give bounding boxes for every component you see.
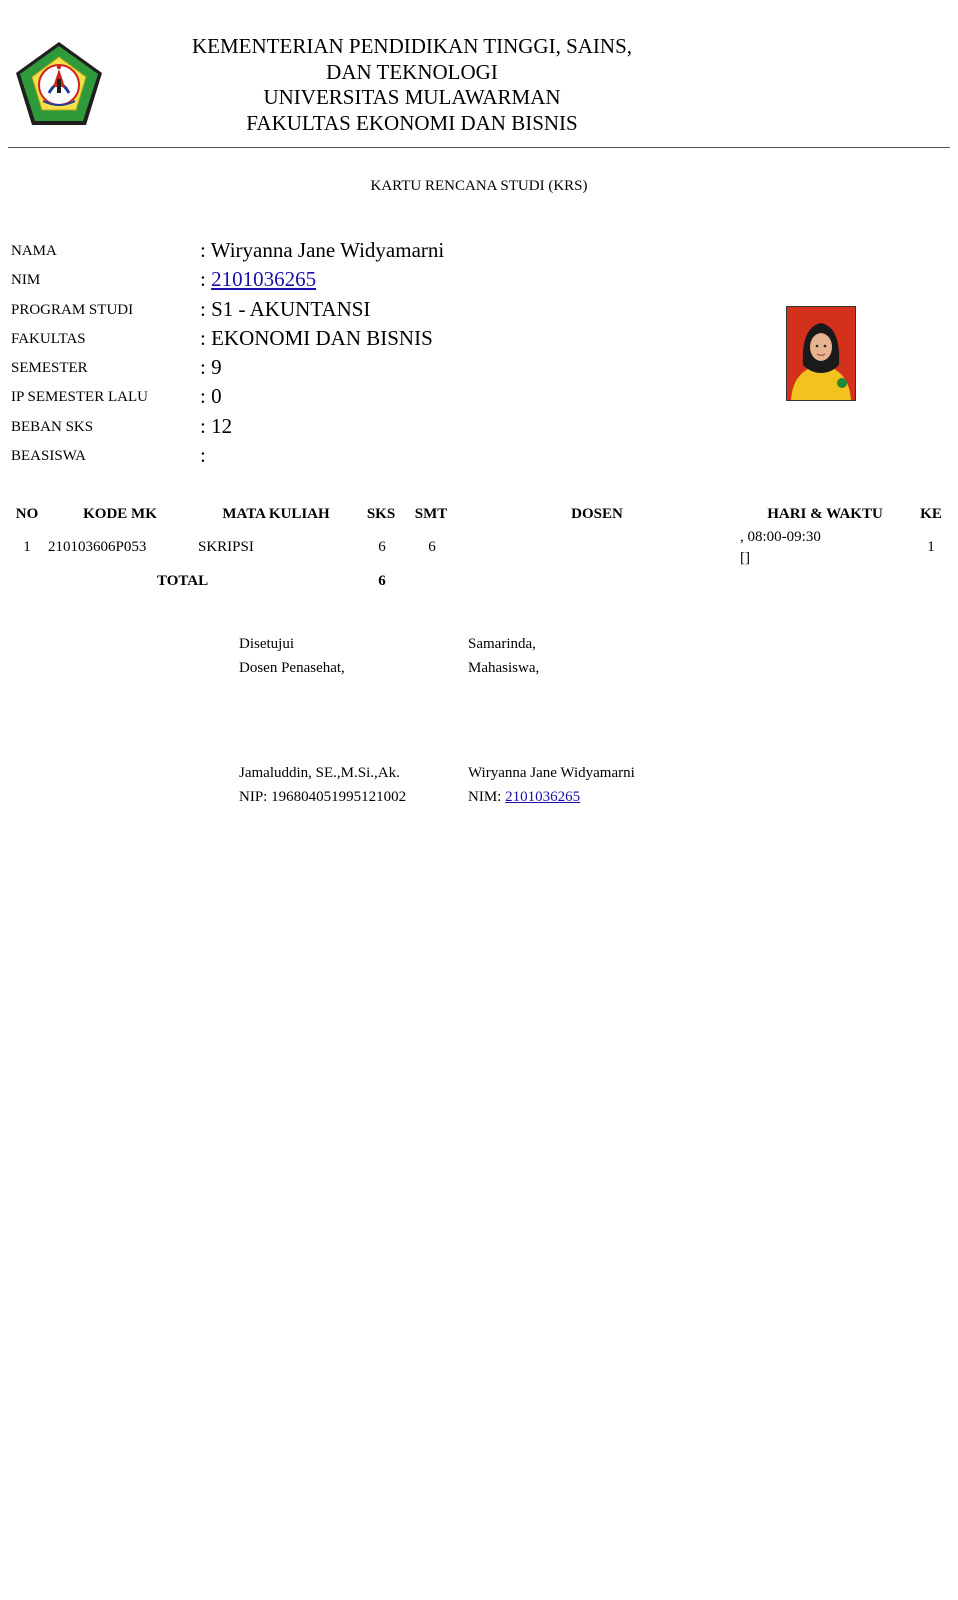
advisor-nip: NIP: 196804051995121002 [239, 788, 407, 805]
col-header-kode-mk: KODE MK [83, 506, 157, 522]
col-header-dosen: DOSEN [571, 506, 623, 522]
info-label: BEBAN SKS [11, 418, 94, 435]
info-value-program: : S1 - AKUNTANSI [200, 296, 371, 321]
col-header-ke: KE [920, 506, 942, 522]
info-label: SEMESTER [11, 360, 88, 377]
info-label: FAKULTAS [11, 330, 86, 347]
col-header-no: NO [15, 506, 39, 522]
cell-waktu: , 08:00-09:30 [740, 529, 821, 545]
cell-no: 1 [23, 539, 31, 555]
info-label: PROGRAM STUDI [11, 301, 134, 318]
col-header-mata-kuliah: MATA KULIAH [222, 506, 330, 522]
advisor-role-label: Dosen Penasehat, [239, 659, 345, 676]
student-sign-block [468, 633, 539, 680]
header-line-ministry-cont: DAN TEKNOLOGI [326, 59, 498, 84]
student-nim-link[interactable]: 2101036265 [505, 788, 581, 805]
student-sign-name: Wiryanna Jane Widyamarni [468, 765, 635, 781]
cell-ke: 1 [927, 539, 935, 555]
info-label: BEASISWA [11, 448, 87, 465]
info-value-name: : Wiryanna Jane Widyamarni [200, 238, 445, 262]
university-logo [13, 39, 105, 131]
col-header-hari-waktu: HARI & WAKTU [767, 506, 883, 522]
info-value-beban-sks: : 12 [200, 413, 233, 438]
student-photo [786, 306, 856, 401]
institution-header [188, 34, 636, 136]
total-sks: 6 [378, 573, 386, 589]
header-line-university: UNIVERSITAS MULAWARMAN [263, 85, 561, 109]
sign-place-label: Samarinda, [468, 636, 536, 652]
info-label: NIM [11, 272, 41, 289]
cell-sks: 6 [378, 539, 386, 555]
total-label: TOTAL [157, 573, 209, 589]
header-divider [8, 147, 950, 148]
info-label: NAMA [11, 243, 57, 259]
document-title: KARTU RENCANA STUDI (KRS) [370, 178, 588, 194]
info-value-nim: : 2101036265 [200, 267, 317, 292]
cell-kode-mk: 210103606P053 [48, 539, 147, 555]
cell-smt: 6 [428, 539, 436, 555]
student-signature [468, 762, 635, 809]
advisor-approved-label: Disetujui [239, 636, 294, 652]
info-value-ip: : 0 [200, 384, 222, 409]
info-value-fakultas: : EKONOMI DAN BISNIS [200, 325, 433, 350]
student-role-label: Mahasiswa, [468, 659, 540, 676]
advisor-name: Jamaluddin, SE.,M.Si.,Ak. [239, 765, 400, 781]
advisor-signature [239, 762, 406, 809]
cell-mata-kuliah: SKRIPSI [198, 539, 254, 555]
info-label: IP SEMESTER LALU [11, 389, 148, 406]
col-header-sks: SKS [366, 506, 396, 522]
cell-ruang: [] [740, 550, 750, 566]
header-line-ministry: KEMENTERIAN PENDIDIKAN TINGGI, SAINS, [192, 34, 632, 58]
info-value-semester: : 9 [200, 355, 222, 380]
nim-link[interactable]: 2101036265 [211, 267, 317, 292]
col-header-smt: SMT [414, 506, 448, 522]
advisor-approval-block [239, 633, 345, 680]
student-sign-nim: NIM: 2101036265 [468, 788, 581, 805]
info-value-beasiswa: : [200, 443, 206, 468]
header-line-faculty: FAKULTAS EKONOMI DAN BISNIS [246, 110, 578, 135]
